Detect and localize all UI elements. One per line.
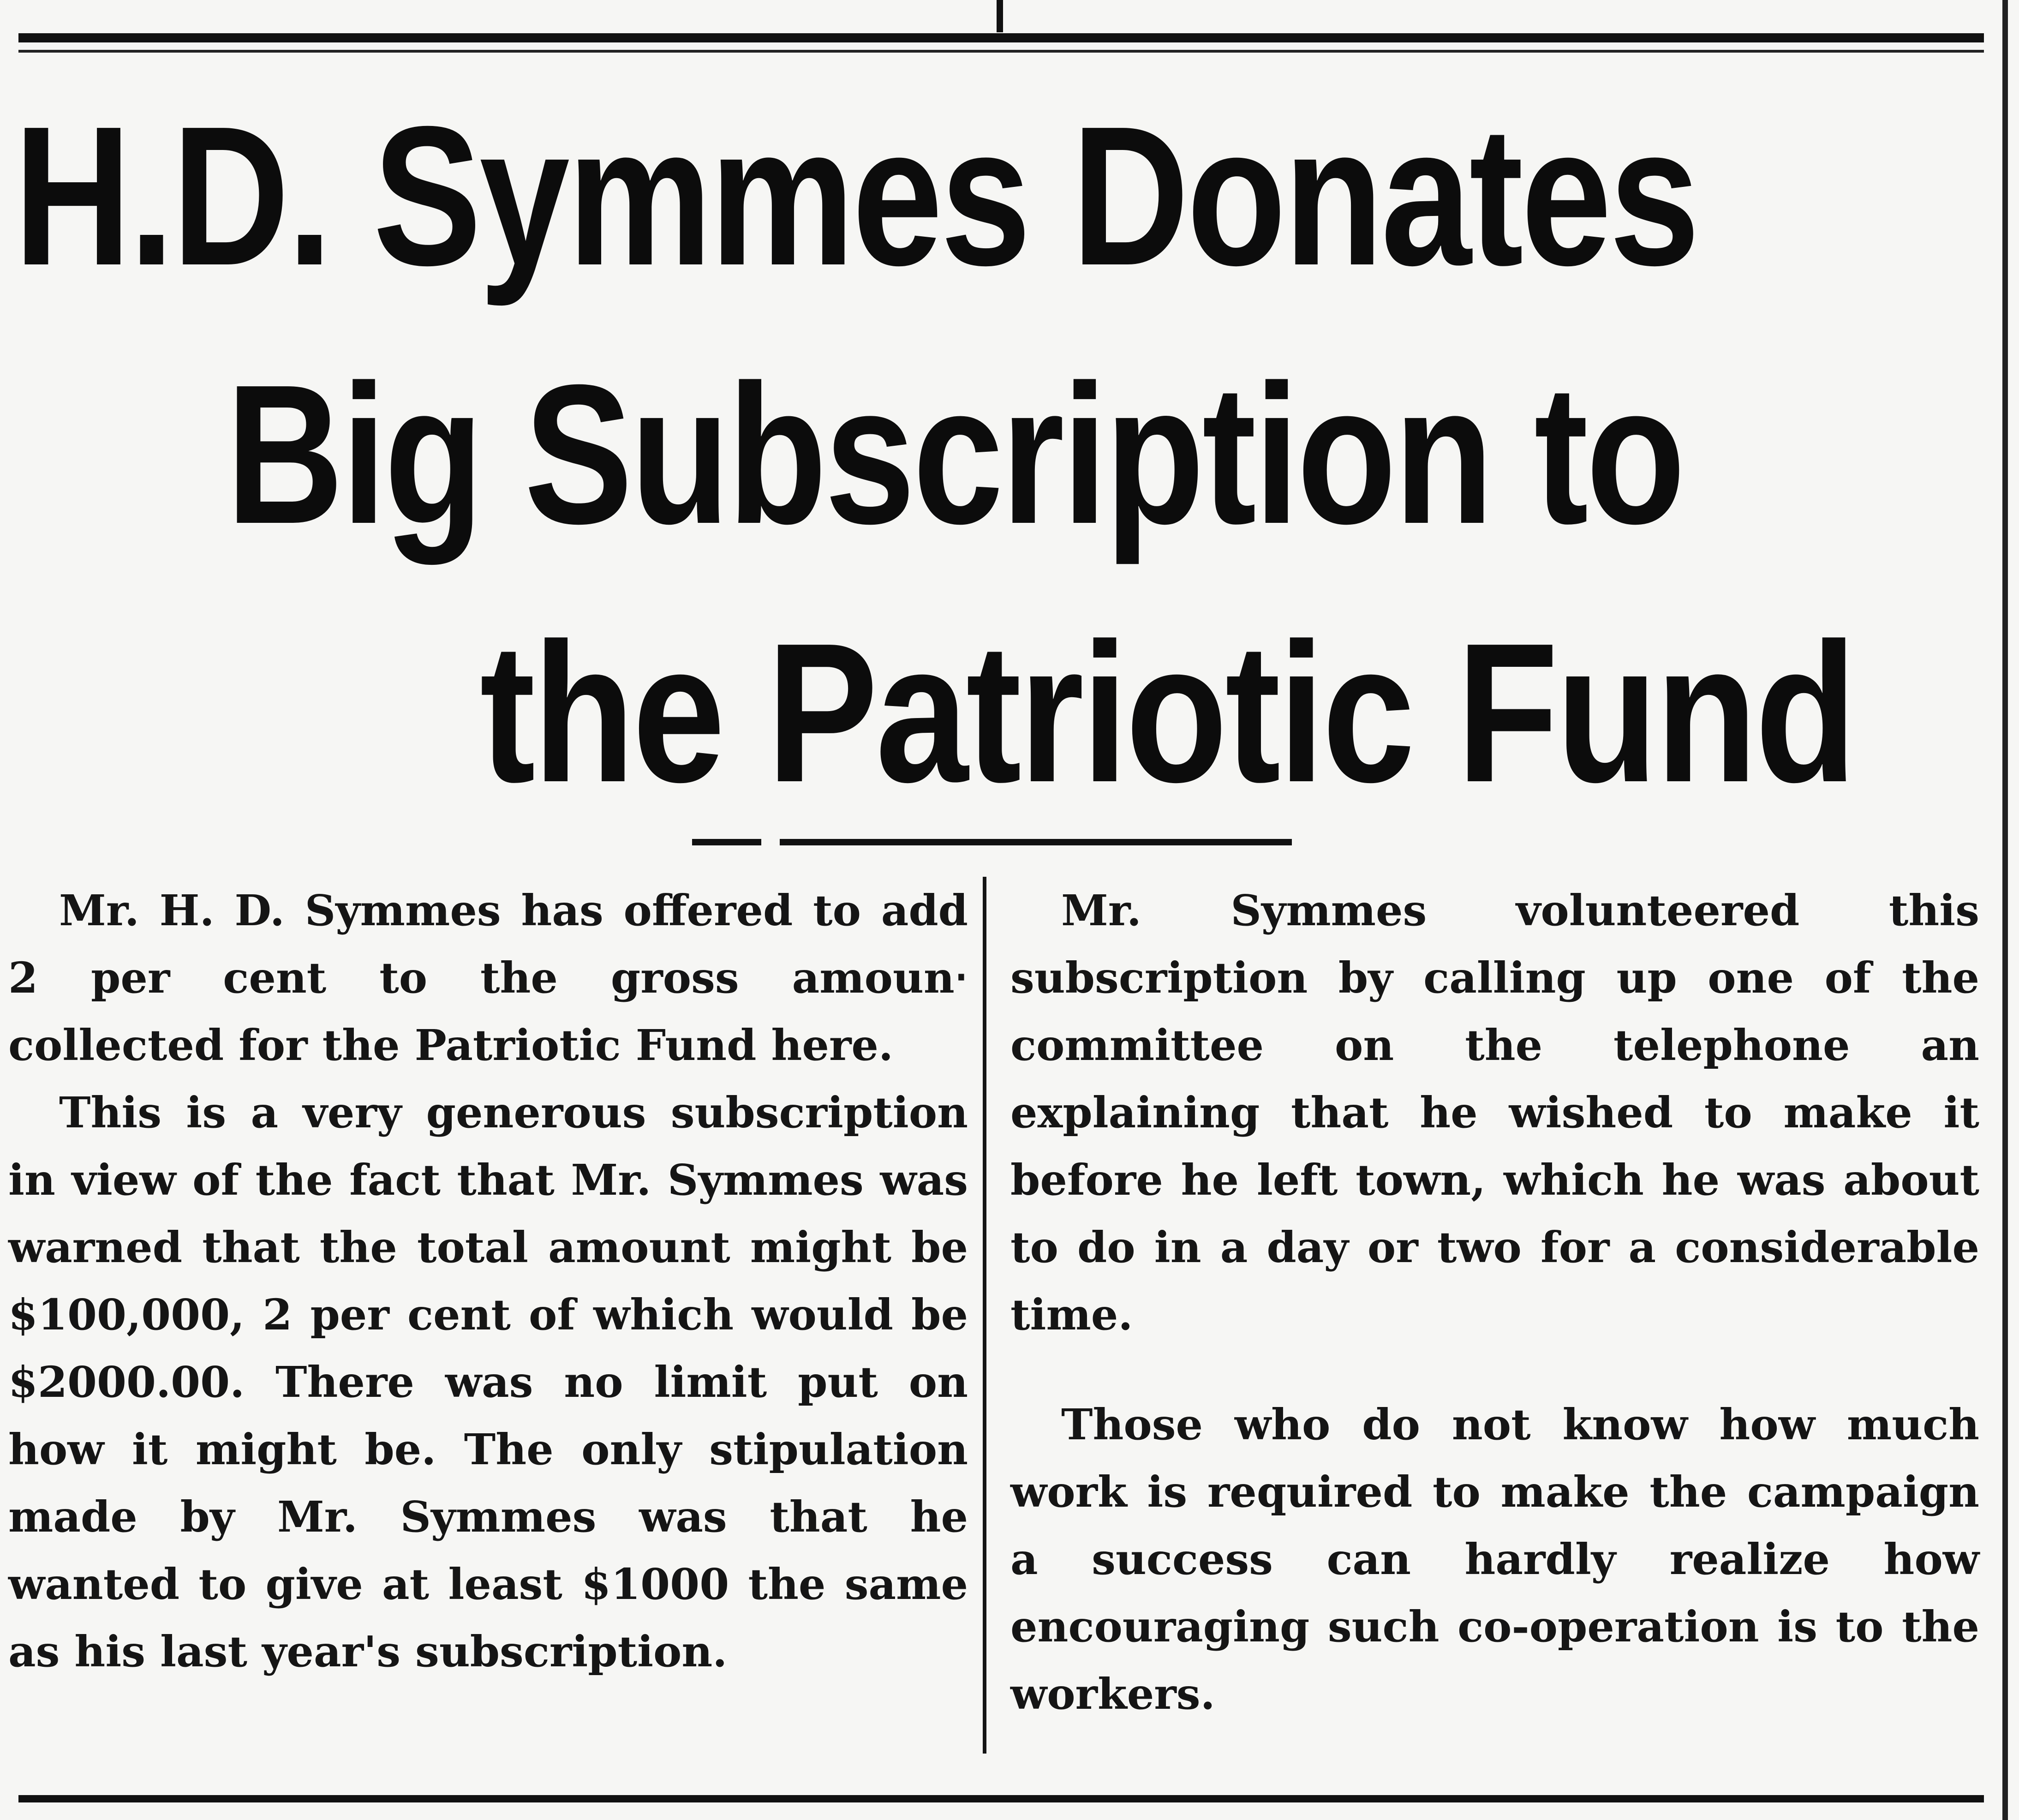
right-edge-rule: [2002, 0, 2008, 1820]
paragraph: Those who do not know how much work is required to make the campaign a success can hardly realize how encouraging such co-operation is to the workers.: [1010, 1400, 1979, 1719]
headline-line-3: the Patriotic Fund: [480, 602, 1855, 824]
paragraph: Mr. H. D. Symmes has offered to add 2 per cent to the gross amoun‧ collected for the Patriotic Fund here.: [8, 886, 968, 1070]
bottom-rule: [18, 1795, 1984, 1802]
article-column-left: [8, 877, 968, 1685]
column-divider: [983, 877, 986, 1754]
paragraph: This is a very generous subscription in view of the fact that Mr. Symmes was warned that the total amount might be $100,000, 2 per cent of which would be $2000.00. There was no limit put on how it might be. The only stipulation made by Mr. Symmes was that he wanted to give at least $1000 the same as his last year's subscription.: [8, 1088, 968, 1676]
top-rule-thin: [18, 50, 1984, 53]
headline-separator-long: [780, 839, 1292, 845]
headline-line-2: Big Subscription to: [226, 344, 1684, 565]
article-column-right: [1010, 877, 1979, 1728]
paragraph: Mr. Symmes volunteered this subscription by calling up one of the committee on the telephone an explaining that he wished to make it before he left town, which he was about to do in a day or two for a considerable time.: [1010, 886, 1979, 1340]
headline-line-1: H.D. Symmes Donates: [14, 85, 1698, 307]
column-divider-stub: [997, 0, 1003, 32]
headline-separator-short: [692, 839, 761, 845]
top-rule: [18, 33, 1984, 42]
